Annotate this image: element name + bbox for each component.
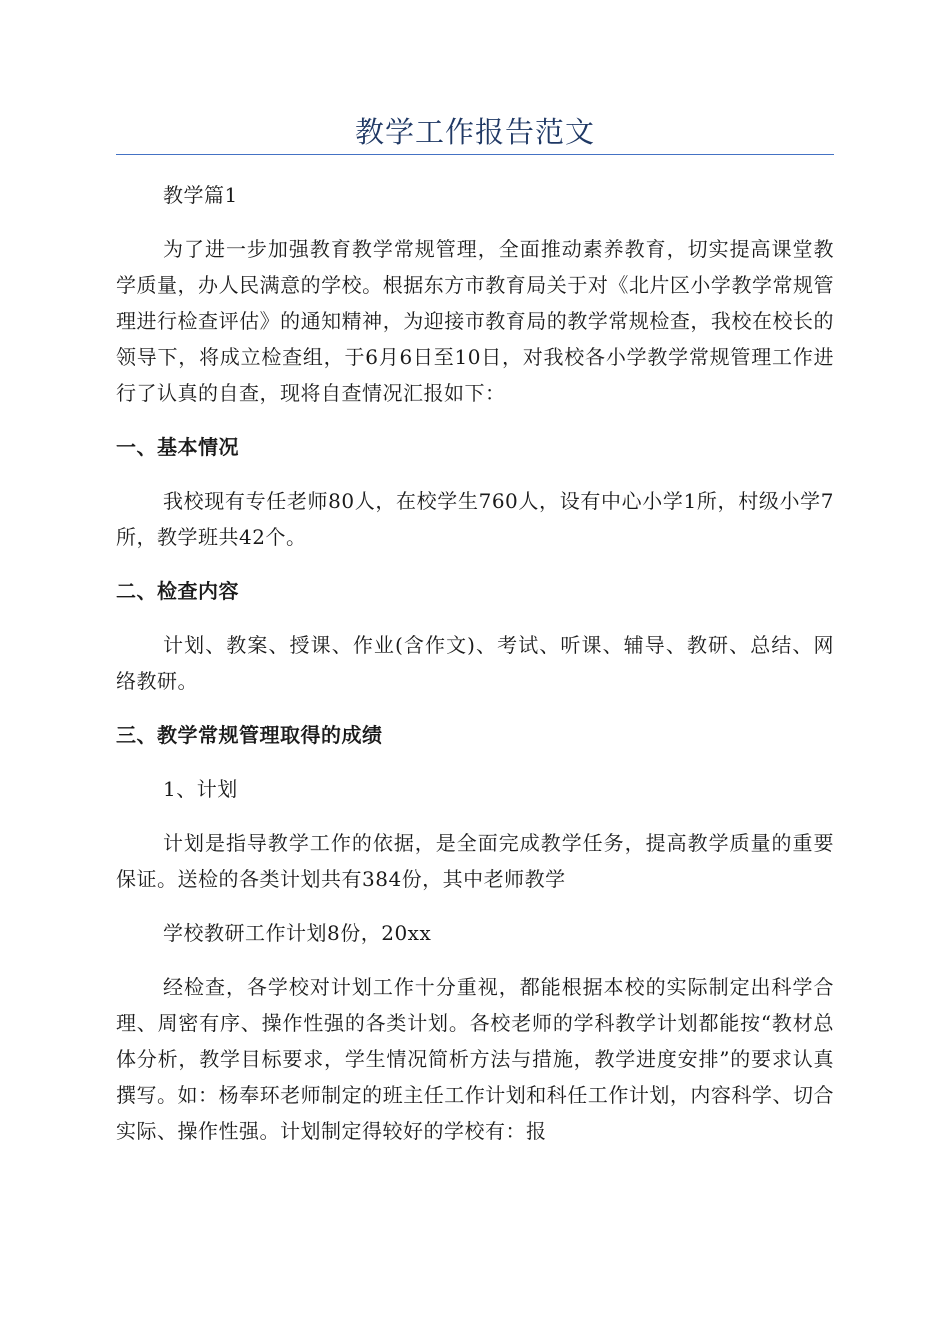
- section-heading-basic: 一、基本情况: [116, 435, 239, 459]
- plan-paragraph-2: 学校教研工作计划8份，20xx: [163, 921, 432, 945]
- subsection-heading-plan: 1、计划: [163, 777, 238, 801]
- section-heading-achievements: 三、教学常规管理取得的成绩: [116, 723, 383, 747]
- subtitle-paragraph: 教学篇1: [163, 183, 238, 207]
- plan-paragraph-1: 计划是指导教学工作的依据，是全面完成教学任务，提高教学质量的重要保证。送检的各类计划共有384份，其中老师教学: [116, 831, 834, 891]
- plan-paragraph-3: 经检查，各学校对计划工作十分重视，都能根据本校的实际制定出科学合理、周密有序、操作性强的各类计划。各校老师的学科教学计划都能按“教材总体分析，教学目标要求，学生情况简析方法与措施，教学进度安排”的要求认真撰写。如：杨奉环老师制定的班主任工作计划和科任工作计划，内容科学、切合实际、操作性强。计划制定得较好的学校有：报: [116, 975, 834, 1143]
- document-title: 教学工作报告范文: [354, 115, 595, 149]
- title-underline: [116, 154, 834, 155]
- document-body: [116, 177, 834, 1167]
- basic-info-paragraph: 我校现有专任老师80人，在校学生760人，设有中心小学1所，村级小学7所，教学班共42个。: [116, 489, 834, 549]
- intro-paragraph: 为了进一步加强教育教学常规管理，全面推动素养教育，切实提高课堂教学质量，办人民满意的学校。根据东方市教育局关于对《北片区小学教学常规管理进行检查评估》的通知精神，为迎接市教育局的教学常规检查，我校在校长的领导下，将成立检查组，于6月6日至10日，对我校各小学教学常规管理工作进行了认真的自查，现将自查情况汇报如下：: [116, 237, 834, 405]
- check-content-paragraph: 计划、教案、授课、作业(含作文)、考试、听课、辅导、教研、总结、网络教研。: [116, 633, 834, 693]
- section-heading-content: 二、检查内容: [116, 579, 239, 603]
